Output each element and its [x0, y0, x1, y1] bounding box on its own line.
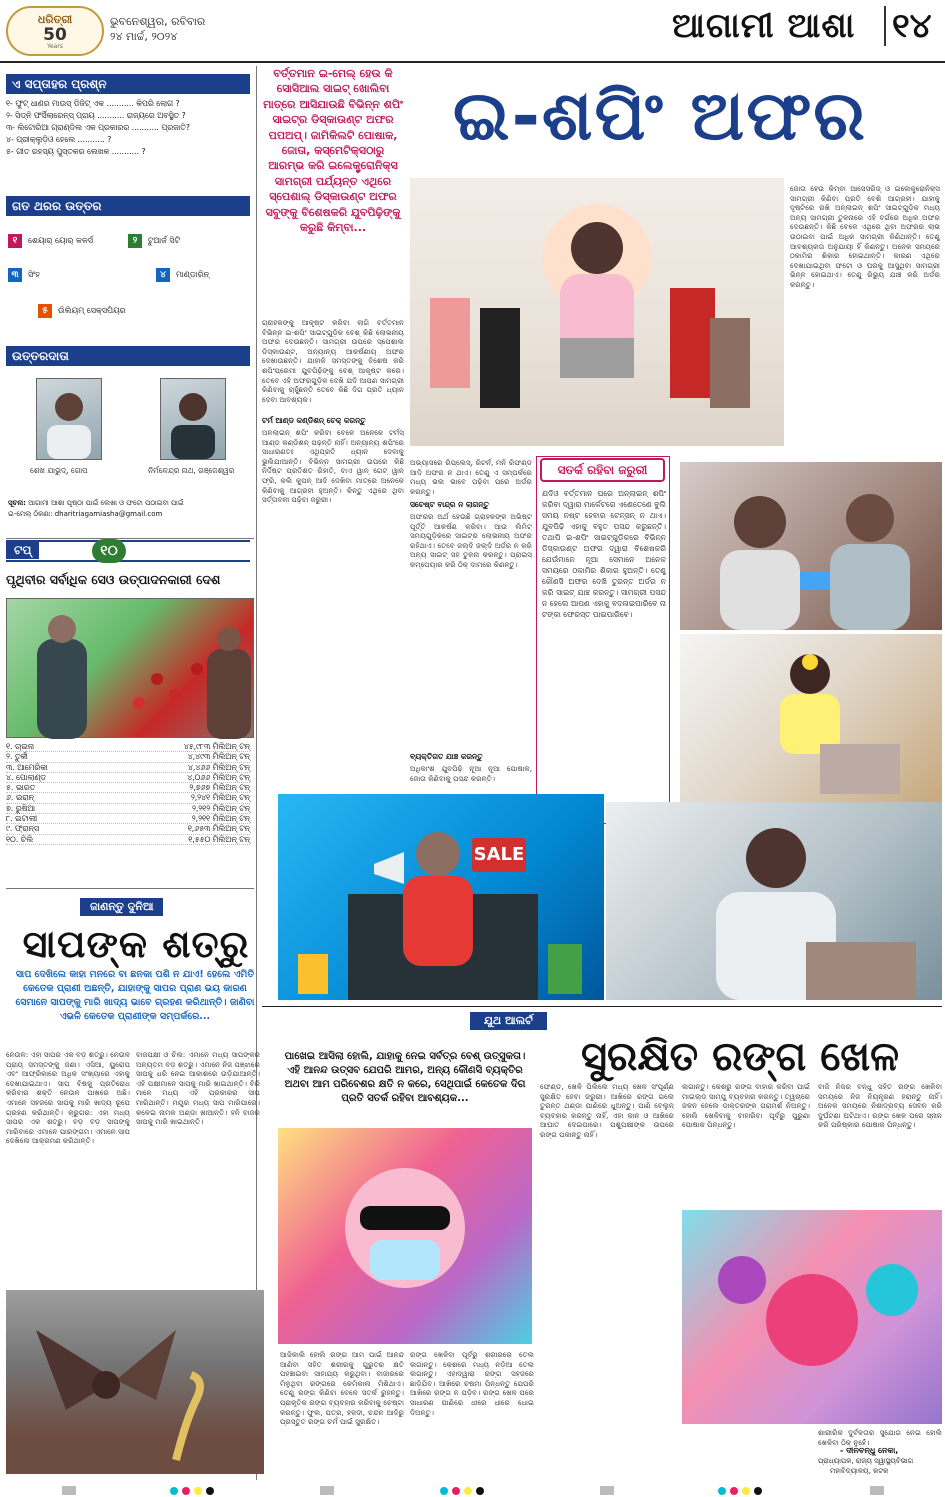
dateline	[110, 14, 205, 44]
respondents-heading: ଉତ୍ତରଦାତା	[6, 346, 250, 366]
registration-mark	[718, 1487, 726, 1495]
feature-col-c: ଜୋତା ହେଉ କିମ୍ବା ଆସେସରିଜ୍ ଓ ଇଲେକ୍ଟ୍ରୋନିକ୍ସ ସାମଗ୍ରୀ କିଣିବା ପ୍ରତି ବେଶି ଆଗ୍ରହୀ। ଯାହାକୁ ଦୃଷ୍ଟିରେ ରଖି ଅନ୍ଲାଇନ୍ ଶପିଂ ସାଇଟ୍ଗୁଡ଼ିକ ମଧ୍ୟ ଅନ୍ୟ ସାମଗ୍ରୀ ତୁଳନାରେ ଏହି ବର୍ଗରେ ଅଧିକ ଅଫର ଦେଉଛନ୍ତି। କିଛି ବେଳେ ଏଥିରେ ଥିବା ଅଫରର ଲାଭ ଉଠାଇବା ପାଇଁ ଅଧିକ ସାମଗ୍ରୀ କିଣିଥାନ୍ତି। ତେଣୁ ଆବଶ୍ୟକତା ଅନୁଯାୟୀ ହିଁ କିଣନ୍ତୁ। ଅନେକ ସମୟରେ ଠକାମିର ଶିକାର ହୋଇଥାନ୍ତି। କାରଣ ଏଥିରେ ଦେଖାଯାଇଥିବା ଫଟୋ ଓ ଘରକୁ ଆସୁଥିବା ସାମଗ୍ରୀ ଭିନ୍ନ ହୋଇଥାଏ। ତେଣୁ ରିଭ୍ୟୁ ଯାଞ୍ଚ କରି ଅର୍ଡର କରନ୍ତୁ।	[790, 184, 940, 289]
holi-mask-photo	[278, 1128, 532, 1344]
print-mark	[62, 1486, 76, 1495]
dateline-place-day: ଭୁବନେଶ୍ୱର, ରବିବାର	[110, 15, 206, 28]
rank-value: ୨,୨୧୧ ମିଲିଅନ୍ ଟନ୍	[191, 814, 250, 824]
logo-years-number: 50	[43, 24, 67, 45]
note-text: ଆଗାମୀ ଆଶା ପୃଷ୍ଠା ପାଇଁ ଲେଖା ଓ ଫଟୋ ପଠାଇବା ପାଇଁ	[28, 499, 184, 507]
feature-col-b: ଅଭ୍ୟାସରେ ରିପ୍ଲେସ୍, ରିଟର୍ନ, ମନି ରିଫଣ୍ଡ ଆଦି ଅଫର ନ ଥାଏ। ତେଣୁ ଏ ସମ୍ପର୍କରେ ମଧ୍ୟ ଭଲ ଭାବେ ପଢ଼ିବା ପରେ ଅର୍ଡର କରନ୍ତୁ।	[410, 458, 532, 496]
dateline-date: ୨୪ ମାର୍ଚ୍ଚ, ୨୦୨୪	[110, 30, 178, 43]
rank-country: ୧୦. ଚିଲି	[6, 834, 33, 844]
rank-value: ୪୫,୯୮୩ ମିଲିଅନ୍ ଟନ୍	[183, 742, 250, 751]
rank-country: ୬. ଇରାନ୍	[6, 793, 34, 803]
registration-mark	[170, 1487, 178, 1495]
answer-item	[128, 234, 180, 248]
rank-country: ୪. ପୋଲାଣ୍ଡ	[6, 772, 47, 782]
quiz-question: ୩- ଲିଟୋରିଆ ଗ୍ରାଣ୍ଡିଲ ଏକ ପ୍ରକାରର ........... ପ୍ରଜାତି?	[6, 123, 190, 132]
newspaper-logo	[6, 6, 104, 56]
feature-title: ଇ-ଶପିଂ ଅଫର	[453, 77, 867, 156]
rank-country: ୮. ଇଟାଲୀ	[6, 814, 38, 824]
rank-value: ୪,୦୬୬ ମିଲିଅନ୍ ଟନ୍	[187, 772, 250, 782]
rank-value: ୪,୪୯୩ ମିଲିଅନ୍ ଟନ୍	[187, 752, 250, 762]
snake-article-intro: ସାପ ଦେଖିଲେ କାହା ମନରେ ବା ଛନକା ପଶି ନ ଯାଏ! ହେଲେ ଏମିତି କେତେକ ପ୍ରାଣୀ ଅଛନ୍ତି, ଯାହାଙ୍କୁ ସାପର ପ୍ରାଣ ଭୟ କାରଣ ସେମାନେ ସାପଙ୍କୁ ମାରି ଖାଦ୍ୟ ଭାବେ ଗ୍ରହଣ କରିଥାନ୍ତି। ଜାଣିବା ଏଭଳି କେତେକ ପ୍ରାଣୀଙ୍କ ସମ୍ପର୍କରେ...	[15, 969, 255, 1022]
rank-country: ୯. ଫ୍ରାନ୍ସ	[6, 824, 39, 834]
rank-country: ୫. ଭାରତ	[6, 783, 36, 793]
holi-celebration-photo	[682, 1210, 942, 1424]
parcel-icon	[606, 802, 942, 1000]
byline-title: ପ୍ରାଧ୍ୟାପକ, ରାଜ୍ୟ ସ୍ୱାସ୍ଥ୍ୟବିଭାଗ	[818, 1457, 914, 1465]
person-icon	[161, 379, 225, 459]
respondent-caption: ଶେଖ ଯାଭୁଦ୍, ଗୋପ	[30, 466, 88, 475]
eagle-snake-photo	[6, 1290, 264, 1474]
answer-item	[38, 304, 126, 318]
masthead-rule	[0, 61, 945, 63]
print-mark	[320, 1486, 334, 1495]
top10-number: ୧୦	[92, 539, 126, 563]
shopping-bags-icon	[410, 178, 784, 446]
respondent-photo	[160, 378, 226, 460]
answer-number: ୨	[128, 234, 142, 248]
registration-mark	[440, 1487, 448, 1495]
quiz-question: ୨- ସିଡ୍ନି ଫର୍ସିଲାରେନ୍ସ୍ ପ୍ରାୟ ........... ରାଜ୍ୟରେ ଅବସ୍ଥିତ ?	[6, 111, 186, 120]
answer-text: ସିଂହ	[28, 270, 40, 279]
feature-col-b2: ଅଫରର ଅର୍ଥ ହେଉଛି ଗ୍ରାହକଙ୍କ ଅଭିଷ୍ଟ ପୂର୍ତ୍ତି ଆକର୍ଷଣ କରିବା। ଆଉ ଲିମିଟ୍ ସମୟଗୁଡ଼ିକରେ ସାଇଟ୍ର ଲୋଭନୀୟ ଅଫର ରହିଥାଏ। ତେବେ ଜଲ୍ଦି ଜଲ୍ଦି ଅର୍ଡର ନ କରି ଅନ୍ୟ ସାଇଟ୍ ସହ ତୁଳନା କରନ୍ତୁ। ପ୍ରାଇସ୍ କମ୍ପେୟାର କରି ଠିକ୍ ଦାମରେ କିଣନ୍ତୁ।	[410, 512, 532, 569]
top10-header-bar	[6, 540, 250, 562]
answer-text: ଉିଲିୟମ୍ ସେକ୍ସପିୟର	[58, 306, 126, 315]
quiz-question: ୫- ଗୀତ ରହସ୍ୟ ପୁସ୍ତକର ଲେଖକ ........... ?	[6, 147, 146, 156]
registration-mark	[476, 1487, 484, 1495]
couple-shopping-photo	[680, 462, 942, 630]
list-item	[6, 814, 250, 824]
print-mark	[870, 1486, 884, 1495]
answer-text: ଟୁଆର୍ଜ ସିଟି	[148, 236, 181, 245]
holi-col-f: ଶାରୀରିକ ଦୁର୍ବଳତାର ସୁଯୋଗ ନେଇ ହୋଲି ଖେଳିବା ଠିକ୍ ନୁହେଁ।	[818, 1428, 942, 1447]
answer-number: ୧	[8, 234, 22, 248]
rank-country: ୨. ତୁର୍କୀ	[6, 752, 28, 762]
quiz-question: ୪- ପ୍ରୀକ୍ଲୁଡ଼ିଓ ହେଲେ ........... ?	[6, 135, 112, 144]
megaphone-icon	[278, 794, 604, 1000]
holi-deck: ପାଖେଇ ଆସିଲା ହୋଲି, ଯାହାକୁ ନେଇ ସର୍ବତ୍ର ବେଶ୍ ଉତ୍ସୁକତା। ଏହି ଆନନ୍ଦ ଉତ୍ସବ ଯେପରି ଆମର, ଅନ୍ୟ କୌଣସି ବ୍ୟକ୍ତିର ଅଥବା ଆମ ପରିବେଶର କ୍ଷତି ନ କରେ, ସେଥିପାଇଁ କେତେକ ଦିଗ ପ୍ରତି ସତର୍କ ରହିବା ଆବଶ୍ୟକ...	[284, 1051, 526, 1104]
apple-orchard-photo	[6, 598, 254, 738]
byline-institution: ମହାବିଦ୍ୟାଳୟ, କଟକ	[830, 1467, 889, 1475]
answer-item	[8, 268, 40, 282]
list-item	[6, 835, 250, 845]
registration-mark	[730, 1487, 738, 1495]
top10-ranking-list	[6, 742, 250, 845]
rank-country: ୧. ଚାଇନା	[6, 742, 34, 751]
top10-label: ଟପ୍	[6, 542, 39, 559]
youth-alert-tag: ଯୁଥ ଆଲର୍ଟ	[470, 1012, 547, 1030]
list-item	[6, 752, 250, 762]
divider	[6, 538, 254, 539]
list-item	[6, 824, 250, 834]
color-splash-icon	[682, 1210, 942, 1424]
registration-mark	[206, 1487, 214, 1495]
feature-col-b3: ଅଧିକାଂଶ ଯୁବପିଢ଼ି ନୂଆ ନୂଆ ପୋଷାକ, ଜୋତା କିଣିବାକୁ ପସନ୍ଦ କରନ୍ତି।	[410, 764, 532, 783]
page-number: ୧୪	[884, 6, 932, 46]
snake-article-col1: ନେଉଳ: ଏହା ସାପର ଏକ ବଡ଼ ଶତ୍ରୁ। ନେଉଳ ପ୍ରାୟ ସମସ୍ତଙ୍କୁ ଜଣା। ଏସିଆ, ୟୁରୋପ ଏବଂ ଆଫ୍ରିକାରେ ଅଧିକ ସଂଖ୍ୟାରେ ଏହାକୁ ଦେଖାଯାଇଥାଏ। ସାପ ବିଷକୁ ପ୍ରତିରୋଧ କରିବାର ଶକ୍ତି ନେଉଳ ପାଖରେ ଅଛି। ଏମାନେ ସହଜରେ ସାପକୁ ମାରି ଖାଦ୍ୟ ରୂପେ ଗ୍ରହଣ କରିଥାନ୍ତି। କ୍ରୁଗର: ଏହା ମଧ୍ୟ ସାପର ଏକ ଶତ୍ରୁ। ବଡ଼ ବଡ଼ ସାପଙ୍କୁ ମାରିବାରେ ଏମାନେ ପାରଙ୍ଗମ। ଏମାନେ ସାପ ଦେଖିଲେ ଆକ୍ରମଣ କରିଥାନ୍ତି।	[6, 1050, 130, 1146]
rank-value: ୨,୭୬୭ ମିଲିଅନ୍ ଟନ୍	[189, 783, 250, 793]
respondent-caption: ନିର୍ମଳେନ୍ଦ୍ର ନାଥ, ଗଞ୍ଜେଶ୍ୱର	[148, 466, 235, 475]
registration-mark	[182, 1487, 190, 1495]
rank-value: ୨,୨୧୨ ମିଲିଅନ୍ ଟନ୍	[191, 803, 250, 813]
feature-col-a: ଗ୍ରାହକଙ୍କୁ ଆକୃଷ୍ଟ କରିବା ଲାଗି ବର୍ତ୍ତମାନ ବିଭିନ୍ନ ଇ-ଶପିଂ ସାଇଟ୍ଗୁଡ଼ିକ ବେଶ୍ କିଛି ଲୋଭନୀୟ ଅଫର ଦେଉଛନ୍ତି। ସାମଗ୍ରୀ ଉପରେ ସ୍ପେଶାଲ ଡିସ୍କାଉଣ୍ଟ, ଅନ୍ୟାନ୍ୟ ଆକର୍ଷଣୀୟ ଅଫର ଦେଖାଉଛନ୍ତି। ଯାହାକି ସମସ୍ତଙ୍କୁ ବିଶେଷ କରି ଶପିଂପ୍ରେମୀ ଯୁବପିଢ଼ିଙ୍କୁ ବେଶ୍ ଆକୃଷ୍ଟ କରେ। ତେବେ ଏହି ଅଫରଗୁଡ଼ିକ ଦେଖି ଯଦି ଆପଣ ସାମଗ୍ରୀ କିଣିବାକୁ ଚାହୁଁଛନ୍ତି ତେବେ କିଛି ଦିଗ ପ୍ରତି ଧ୍ୟାନ ଦେବା ଆବଶ୍ୟକ।	[262, 318, 404, 404]
holi-col-e: ବାଜି ନିଜର ବନ୍ଧୁ ସହିତ ରଙ୍ଗ ଖେଳିବା ସମୟରେ ନିଜ ନିୟନ୍ତ୍ରଣ ହରାନ୍ତୁ ନାହିଁ। ଅନେକ ସମୟରେ ନିଶାଦ୍ରବ୍ୟ ସେବନ କରି ଦୁର୍ଘଟଣା ଘଟିଥାଏ। ରଙ୍ଗ ଖେଳ ପରେ ସ୍ନାନ କରି ପରିଷ୍କାର ପୋଷାକ ପିନ୍ଧନ୍ତୁ।	[818, 1082, 942, 1130]
sale-promo-photo	[278, 794, 604, 1000]
answer-number: ୩	[8, 268, 22, 282]
rank-value: ୨,୨୪୧ ମିଲିଅନ୍ ଟନ୍	[190, 793, 250, 803]
answer-item	[8, 234, 93, 248]
quiz-questions	[6, 98, 250, 158]
alert-sidebox-text: ଯଦିଓ ବର୍ତ୍ତମାନ ଘରେ ଅନ୍ଲାଇନ୍ ଶପିଂ କରିବା ଦ୍ୱାରା ମାର୍କେଟରେ ଏଣେତେଣେ ବୁଲି ସମୟ ନଷ୍ଟ ହେବାର ଟେନ୍ସନ୍ ନ ଥାଏ। ଯୁବପିଢ଼ି ଏହାକୁ ବହୁତ ପସନ୍ଦ କରୁଛନ୍ତି। ତଥାପି ଇ-ଶପିଂ ସାଇଟ୍ଗୁଡ଼ିକରେ ବିଭିନ୍ନ ଡିସ୍କାଉଣ୍ଟ ଅଫର ଦ୍ୱାରା ବିଶେଷକରି ଯେଉଁମାନେ ନୂଆ ସେମାନେ ଅନେକ ସମୟରେ ଠକାମିର ଶିକାର ହୁଅନ୍ତି। ତେଣୁ କୌଣସି ଅଫର ଦେଖି ତୁରନ୍ତ ଅର୍ଡର ନ କରି ସାଇଟ୍ ଯାଞ୍ଚ କରନ୍ତୁ। ସାମଗ୍ରୀ ପସନ୍ଦ ନ ହେଲେ ଆପଣ ଏହାକୁ ବଦଳାଇପାରିବେ ନା ଟଙ୍କା ଫେରସ୍ତ ପାଇପାରିବେ।	[542, 489, 666, 619]
answer-item	[156, 268, 209, 282]
answer-number: ୫	[38, 304, 52, 318]
hero-photo-shopping-woman	[410, 178, 784, 446]
registration-mark	[742, 1487, 750, 1495]
feature-subhead: ସଚେଷ୍ଟ ବାନ୍ଦ୍ର ନ ଲାଗନ୍ତୁ	[410, 500, 489, 509]
rank-country: ୭. ରୁଷିଆ	[6, 803, 35, 813]
list-item	[6, 804, 250, 814]
rank-value: ୪,୪୬୬ ମିଲିଅନ୍ ଟନ୍	[187, 762, 250, 772]
snake-article-col2: ବାଜପକ୍ଷୀ ଓ ଚିଲ: ଏମାନେ ମଧ୍ୟ ସାପଙ୍କର ଅନ୍ୟତମ ବଡ଼ ଶତ୍ରୁ। ଏମାନେ ନିଜ ପଞ୍ଝାରେ ସାପକୁ ଧରି ନେଇ ଆକାଶରେ ଉଡ଼ିଯାଆନ୍ତି। ଏହି ପକ୍ଷୀମାନେ ସାପକୁ ମାରି ଖାଇଥାନ୍ତି। ବିରି ମାନେ ମଧ୍ୟ ଏହି ପ୍ରକାରର ସାପ ମାରିଥାନ୍ତି। ମୟୂର ମଧ୍ୟ ସାପ ମାରିପାରେ। କଳେଇ ନାମକ ଅଣ୍ଡା ଖାଆନ୍ତି। ହନି ବାଜର ସାପକୁ ମାରି ଖାଇଥାନ୍ତି।	[136, 1050, 260, 1127]
worried-woman-photo	[680, 634, 942, 802]
logo-text: ଧରିତ୍ରୀ	[37, 12, 73, 26]
frustrated-man-photo	[606, 802, 942, 1000]
sale-badge: SALE	[472, 838, 526, 872]
snake-article-title: ସାପଙ୍କ ଶତ୍ରୁ	[22, 922, 250, 966]
holi-col-c: ଫେଣ୍ଡ, ଖେଳି ପିଲିଲେ ମଧ୍ୟ ଖେଳ ସଂପୂର୍ଣ୍ଣ ସୁରକ୍ଷିତ ହେବା ଜରୁରୀ। ଆଖିରେ ରଙ୍ଗ ଗଲେ ତୁରନ୍ତ ଥଣ୍ଡା ପାଣିରେ ଧୁଅନ୍ତୁ। ପାଣି ବେଲୁନ୍ ବ୍ୟବହାର କରନ୍ତୁ ନାହିଁ, ଏହା କାନ ଓ ଆଖିରେ ଆଘାତ ଦେଇପାରେ। ପଶୁପକ୍ଷୀଙ୍କ ଉପରେ ରଙ୍ଗ ପକାନ୍ତୁ ନାହିଁ।	[540, 1082, 674, 1139]
box-icon	[680, 634, 942, 802]
divider	[6, 888, 254, 889]
list-item	[6, 783, 250, 793]
list-item	[6, 742, 250, 752]
registration-mark	[452, 1487, 460, 1495]
section-title: ଆଗାମୀ ଆଶା	[672, 6, 856, 46]
rank-value: ୧,୫୫୦ ମିଲିଅନ୍ ଟନ୍	[188, 834, 250, 844]
respondent-photo	[36, 378, 102, 460]
note-label: ସୂଚନା:	[8, 499, 26, 507]
list-item	[6, 793, 250, 803]
divider	[262, 1006, 942, 1007]
apple-icon	[7, 599, 255, 739]
submission-note	[8, 498, 252, 520]
list-item	[6, 763, 250, 773]
logo-years-label: Years	[47, 42, 63, 50]
answer-number: ୪	[156, 268, 170, 282]
print-mark	[600, 1486, 614, 1495]
card-icon	[680, 462, 942, 630]
feature-subhead: ଟର୍ମ ଆଣ୍ଡ କଣ୍ଡିଶନ୍ ଚେକ୍ କରନ୍ତୁ	[262, 416, 366, 425]
quiz-heading: ଏ ସପ୍ତାହର ପ୍ରଶ୍ନ	[6, 74, 250, 94]
rank-country: ୩. ଆମେରିକା	[6, 762, 48, 772]
holi-col-b: ରଙ୍ଗ ଖେଳିବା ପୂର୍ବରୁ ଶରୀରରେ ତେଲ ଲଗାନ୍ତୁ। କେଶରେ ମଧ୍ୟ ନଡ଼ିଆ ତେଲ ଲଗାନ୍ତୁ। ଏହାଦ୍ୱାରା ରଙ୍ଗ ସହଜରେ ଛାଡ଼ିଯିବ। ଆଖିରେ ଚଷମା ପିନ୍ଧନ୍ତୁ ଯେପରି ଆଖିରେ ରଙ୍ଗ ନ ପଡ଼ିବ। ରଙ୍ଗ ଖେଳ ପରେ ସାଧାରଣ ପାଣିରେ ଧୀରେ ଧୀରେ ଧୋଇ ଦିଅନ୍ତୁ।	[410, 1350, 534, 1417]
email-line: ଇ-ମେଲ୍ ଠିକଣା: dharitriagamiasha@gmail.com	[8, 510, 163, 518]
mask-icon	[278, 1128, 532, 1344]
list-item	[6, 773, 250, 783]
holi-col-d: ଲଗାନ୍ତୁ। କେଶରୁ ରଙ୍ଗ ବାହାର କରିବା ପାଇଁ ମାଇଲ୍ଡ ସାମ୍ପୁ ବ୍ୟବହାର କରନ୍ତୁ। ତ୍ୱଚାରେ ଜଳନ ହେଲେ ଡାକ୍ତରଙ୍କ ପରାମର୍ଶ ନିଅନ୍ତୁ। ହୋଲି ଖେଳିବାକୁ ବାହାରିବା ପୂର୍ବରୁ ପୁରୁଣା ପୋଷାକ ପିନ୍ଧନ୍ତୁ।	[682, 1082, 810, 1130]
byline-author: - ଦୀନବନ୍ଧୁ ନେକା,	[840, 1446, 899, 1455]
person-icon	[37, 379, 101, 459]
eagle-icon	[6, 1290, 264, 1474]
quiz-question: ୧- ଫୁଟ୍ ଧାଣର ମାଉସ୍ ଡିଜିଟ୍ ଏକ ........... କିପରି ଲୋଗ ?	[6, 99, 180, 108]
registration-mark	[754, 1487, 762, 1495]
feature-subhead: ବ୍ୟକ୍ତିଗତ ଯାଞ୍ଚ କରନ୍ତୁ	[410, 752, 483, 761]
top10-title: ପୃଥିବୀର ସର୍ବାଧିକ ସେଓ ଉତ୍ପାଦନକାରୀ ଦେଶ	[6, 572, 221, 587]
feature-deck: ବର୍ତ୍ତମାନ ଇ-ମେଲ୍ ହେଉ କି ସୋସିଆଲ ସାଇଟ୍ ଖୋଲିବା ମାତ୍ରେ ଆସିଯାଉଛି ବିଭିନ୍ନ ଶପିଂ ସାଇଟ୍ର ଡିସ୍କାଉଣ୍ଟ ଅଫର ପପଅପ୍। ଜାମିକିଲଟି ପୋଷାକ, ଜୋତା, କସ୍ମେଟିକ୍ସଠାରୁ ଆରମ୍ଭ କରି ଇଲେକ୍ଟ୍ରୋନିକ୍ସ ସାମଗ୍ରୀ ପର୍ଯ୍ୟନ୍ତ ଏଥିରେ ସ୍ପେଶାଲ୍ ଡିସ୍କାଉଣ୍ଟ ଅଫର ସବୁଙ୍କୁ ବିଶେଷକରି ଯୁବପିଢ଼ିଙ୍କୁ କରୁଛି କିମ୍ବା...	[263, 67, 403, 235]
answer-text: ମାଣ୍ଡାରିନ୍	[176, 270, 210, 279]
answer-text: ଶେୟାର୍ ୟୋର୍ କଳର୍ସ	[28, 236, 93, 245]
know-world-label: ଜାଣନ୍ତୁ ଦୁନିଆ	[80, 898, 163, 916]
answers-heading: ଗତ ଥରର ଉତ୍ତର	[6, 196, 250, 216]
holi-col-a: ଆଜିକାଲି ହୋଲି ରଙ୍ଗ ଆମ ପାଇଁ ଆନନ୍ଦ ଆଣିବା ସହିତ ଶରୀରକୁ ଗୁରୁତର କ୍ଷତି ପହଞ୍ଚାଇବା ସାହାଯ୍ୟ କରୁଥିବା। ବାଜାରରେ ମିଳୁଥିବା ରଙ୍ଗରେ କେମିକାଲ ମିଶିଥାଏ। ତେଣୁ ରଙ୍ଗ କିଣିବା ବେଳେ ସତର୍କ ରୁହନ୍ତୁ। ପ୍ରାକୃତିକ ରଙ୍ଗ ବ୍ୟବହାର କରିବାକୁ ଚେଷ୍ଟା କରନ୍ତୁ। ଫୁଲ, ପତ୍ର, ହଳଦୀ, ଚନ୍ଦନ ଆଦିରୁ ପ୍ରସ୍ତୁତ ରଙ୍ଗ ଚର୍ମ ପାଇଁ ସୁରକ୍ଷିତ।	[280, 1350, 404, 1427]
snake-icon	[176, 1375, 200, 1460]
registration-mark	[194, 1487, 202, 1495]
feature-col-a2: ଅନଲାଇନ୍ ଶପିଂ କରିବା ବେଳେ ଅନେକେ ଟର୍ମସ୍ ଆଣ୍ଡ କଣ୍ଡିଶନ୍ ପଢ଼ନ୍ତି ନାହିଁ। ଅନ୍ୟାନ୍ୟ ଶପିଂରେ ସାଧାରଣତଃ ଏଥିପ୍ରତି ଧ୍ୟାନ ଦେବାକୁ ଭୁଲିଯାଆନ୍ତି। ବିଭିନ୍ନ ସାମଗ୍ରୀ ଉପରେ କିଛି ନିର୍ଦ୍ଦିଷ୍ଟ ପ୍ରତିଶତ ରିହାତି, ବାଏ ୱାନ୍ ଗେଟ୍ ୱାନ୍ ଫ୍ରି, କଲି କୁପନ୍ ଆଦି ଦେଖିବା ମାତ୍ରେ ଅନେକେ କିଣିବାକୁ ଆଗ୍ରହୀ ହୁଅନ୍ତି। କିନ୍ତୁ ଏଥିରେ ଥିବା ସର୍ତ୍ତାବଳୀ ପଢ଼ିବା ଜରୁରୀ।	[262, 428, 404, 505]
rank-value: ୧,୬୫୩ ମିଲିଅନ୍ ଟନ୍	[187, 824, 250, 834]
alert-sidebox-title: ସତର୍କ ରହିବା ଜରୁରୀ	[540, 458, 665, 482]
holi-title: ସୁରକ୍ଷିତ ରଙ୍ଗ ଖେଳ	[580, 1034, 900, 1080]
registration-mark	[464, 1487, 472, 1495]
